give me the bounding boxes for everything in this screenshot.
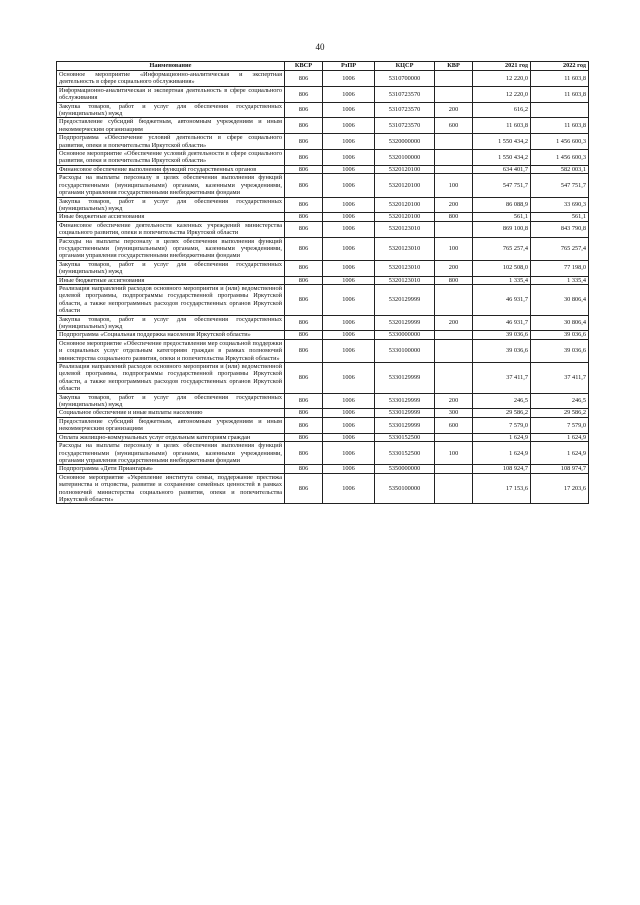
header-kvr: КВР <box>435 62 473 71</box>
cell-kvr <box>435 331 473 339</box>
cell-rzpr: 1006 <box>323 86 375 102</box>
cell-2022: 30 806,4 <box>531 315 589 331</box>
table-row <box>57 465 589 473</box>
cell-rzpr: 1006 <box>323 134 375 150</box>
table-row <box>57 409 589 417</box>
cell-2021: 246,5 <box>473 393 531 409</box>
cell-name: Подпрограмма «Дети Приангарья» <box>57 465 285 473</box>
table-row <box>57 331 589 339</box>
cell-kcsr: 5320120100 <box>375 165 435 173</box>
cell-kcsr: 5320123010 <box>375 237 435 260</box>
cell-2022: 765 257,4 <box>531 237 589 260</box>
cell-2022: 33 690,3 <box>531 197 589 213</box>
cell-rzpr: 1006 <box>323 165 375 173</box>
cell-name: Основное мероприятие «Обеспечение условий деятельности в сфере социального развития, опеки и попечительства Иркутской области» <box>57 150 285 166</box>
cell-name: Реализация направлений расходов основного мероприятия и (или) ведомственной целевой программы, подпрограммы государственной программы Иркутской области, а также непрограммных расходов государственных органов Иркутской области <box>57 363 285 394</box>
cell-kcsr: 5320123010 <box>375 276 435 284</box>
cell-kcsr: 5320120100 <box>375 197 435 213</box>
cell-2021: 17 153,6 <box>473 473 531 504</box>
cell-2021: 12 220,0 <box>473 86 531 102</box>
cell-2021: 547 751,7 <box>473 174 531 197</box>
cell-kvr: 600 <box>435 118 473 134</box>
table-row <box>57 118 589 134</box>
cell-2021: 869 100,8 <box>473 221 531 237</box>
cell-name: Финансовое обеспечение выполнения функций государственных органов <box>57 165 285 173</box>
cell-kvr: 600 <box>435 417 473 433</box>
cell-kcsr: 5320129999 <box>375 284 435 315</box>
table-row <box>57 174 589 197</box>
cell-2022: 1 624,9 <box>531 433 589 441</box>
cell-rzpr: 1006 <box>323 237 375 260</box>
cell-2021: 765 257,4 <box>473 237 531 260</box>
cell-name: Оплата жилищно-коммунальных услуг отдельным категориям граждан <box>57 433 285 441</box>
cell-rzpr: 1006 <box>323 331 375 339</box>
table-row <box>57 442 589 465</box>
cell-name: Предоставление субсидий бюджетным, автономным учреждениям и иным некоммерческим организациям <box>57 417 285 433</box>
cell-kvsr: 806 <box>285 409 323 417</box>
cell-kvsr: 806 <box>285 417 323 433</box>
cell-kcsr: 5320000000 <box>375 134 435 150</box>
cell-rzpr: 1006 <box>323 71 375 87</box>
cell-kvsr: 806 <box>285 102 323 118</box>
cell-2021: 616,2 <box>473 102 531 118</box>
cell-rzpr: 1006 <box>323 102 375 118</box>
cell-2022: 11 603,8 <box>531 118 589 134</box>
cell-2021: 11 603,8 <box>473 118 531 134</box>
cell-2021: 12 220,0 <box>473 71 531 87</box>
cell-2021: 1 335,4 <box>473 276 531 284</box>
cell-rzpr: 1006 <box>323 442 375 465</box>
cell-kcsr: 5320129999 <box>375 315 435 331</box>
cell-rzpr: 1006 <box>323 260 375 276</box>
cell-kvr: 200 <box>435 315 473 331</box>
cell-kvr: 800 <box>435 213 473 221</box>
cell-kvr: 200 <box>435 393 473 409</box>
cell-kvr: 200 <box>435 102 473 118</box>
cell-rzpr: 1006 <box>323 363 375 394</box>
table-row <box>57 393 589 409</box>
cell-2022: 17 203,6 <box>531 473 589 504</box>
cell-name: Основное мероприятие «Обеспечение предоставления мер социальной поддержки и социальных услуг отдельным категориям граждан в рамках полномочий министерства социального развития, опеки и попечительства Иркутской области» <box>57 339 285 362</box>
cell-kvr <box>435 86 473 102</box>
cell-2022: 1 456 600,3 <box>531 134 589 150</box>
cell-2022: 108 974,7 <box>531 465 589 473</box>
cell-kvsr: 806 <box>285 197 323 213</box>
header-2021: 2021 год <box>473 62 531 71</box>
table-row <box>57 433 589 441</box>
cell-rzpr: 1006 <box>323 393 375 409</box>
cell-rzpr: 1006 <box>323 473 375 504</box>
cell-kvsr: 806 <box>285 284 323 315</box>
cell-kvsr: 806 <box>285 339 323 362</box>
header-kvsr: КВСР <box>285 62 323 71</box>
cell-name: Расходы на выплаты персоналу в целях обеспечения выполнения функций государственными (муниципальными) органами, казенными учреждениями, органами управления государственными внебюджетными фондами <box>57 237 285 260</box>
cell-rzpr: 1006 <box>323 118 375 134</box>
cell-kvr <box>435 473 473 504</box>
cell-rzpr: 1006 <box>323 213 375 221</box>
table-row <box>57 417 589 433</box>
cell-rzpr: 1006 <box>323 174 375 197</box>
cell-name: Реализация направлений расходов основного мероприятия и (или) ведомственной целевой программы, подпрограммы государственной программы Иркутской области, а также непрограммных расходов государственных органов Иркутской области <box>57 284 285 315</box>
cell-rzpr: 1006 <box>323 150 375 166</box>
cell-2022: 582 003,1 <box>531 165 589 173</box>
table-row <box>57 213 589 221</box>
cell-2021: 39 036,6 <box>473 331 531 339</box>
cell-name: Социальное обеспечение и иные выплаты населению <box>57 409 285 417</box>
table-row <box>57 150 589 166</box>
cell-2022 <box>531 102 589 118</box>
table-row <box>57 221 589 237</box>
cell-kvsr: 806 <box>285 393 323 409</box>
cell-2021: 86 088,9 <box>473 197 531 213</box>
cell-2021: 29 586,2 <box>473 409 531 417</box>
cell-name: Закупка товаров, работ и услуг для обеспечения государственных (муниципальных) нужд <box>57 102 285 118</box>
cell-kvsr: 806 <box>285 213 323 221</box>
cell-name: Основное мероприятие «Укрепление института семьи, поддержание престижа материнства и отцовства, развитие и сохранение семейных ценностей в рамках полномочий министерства социального развития, опеки и попечительства Иркутской области» <box>57 473 285 504</box>
cell-kvr <box>435 363 473 394</box>
header-kcsr: КЦСР <box>375 62 435 71</box>
cell-rzpr: 1006 <box>323 417 375 433</box>
cell-2022: 11 603,8 <box>531 71 589 87</box>
table-row <box>57 260 589 276</box>
cell-name: Расходы на выплаты персоналу в целях обеспечения выполнения функций государственными (муниципальными) органами, казенными учреждениями, органами управления государственными внебюджетными фондами <box>57 442 285 465</box>
cell-kvsr: 806 <box>285 174 323 197</box>
header-2022: 2022 год <box>531 62 589 71</box>
cell-rzpr: 1006 <box>323 221 375 237</box>
cell-2021: 1 550 434,2 <box>473 150 531 166</box>
cell-name: Иные бюджетные ассигнования <box>57 213 285 221</box>
cell-kcsr: 5320123010 <box>375 260 435 276</box>
cell-kvsr: 806 <box>285 433 323 441</box>
cell-2022: 1 624,9 <box>531 442 589 465</box>
cell-2022: 37 411,7 <box>531 363 589 394</box>
cell-kvr <box>435 339 473 362</box>
cell-name: Расходы на выплаты персоналу в целях обеспечения выполнения функций государственными (муниципальными) органами, казенными учреждениями, органами управления государственными внебюджетными фондами <box>57 174 285 197</box>
cell-2021: 7 579,0 <box>473 417 531 433</box>
cell-kcsr: 5320120100 <box>375 213 435 221</box>
cell-rzpr: 1006 <box>323 409 375 417</box>
budget-table <box>56 61 589 504</box>
cell-2021: 561,1 <box>473 213 531 221</box>
cell-2022: 77 198,0 <box>531 260 589 276</box>
cell-kvsr: 806 <box>285 442 323 465</box>
cell-kcsr: 5330129999 <box>375 393 435 409</box>
cell-kcsr: 5320120100 <box>375 174 435 197</box>
cell-kcsr: 5330152500 <box>375 433 435 441</box>
cell-kcsr: 5350000000 <box>375 465 435 473</box>
cell-kcsr: 5330000000 <box>375 331 435 339</box>
cell-kvsr: 806 <box>285 86 323 102</box>
cell-2021: 1 550 434,2 <box>473 134 531 150</box>
cell-name: Подпрограмма «Обеспечение условий деятельности в сфере социального развития, опеки и попечительства Иркутской области» <box>57 134 285 150</box>
header-name: Наименование <box>57 62 285 71</box>
cell-kvr: 200 <box>435 260 473 276</box>
cell-2021: 37 411,7 <box>473 363 531 394</box>
cell-kvr <box>435 71 473 87</box>
cell-kvsr: 806 <box>285 134 323 150</box>
cell-kvsr: 806 <box>285 237 323 260</box>
table-row <box>57 315 589 331</box>
cell-name: Основное мероприятие «Информационно-аналитическая и экспертная деятельность в сфере социального обслуживания» <box>57 71 285 87</box>
cell-rzpr: 1006 <box>323 315 375 331</box>
table-row <box>57 197 589 213</box>
cell-rzpr: 1006 <box>323 276 375 284</box>
cell-kvr: 200 <box>435 197 473 213</box>
cell-2021: 1 624,9 <box>473 433 531 441</box>
table-row <box>57 71 589 87</box>
cell-2021: 634 401,7 <box>473 165 531 173</box>
table-header-row <box>57 62 589 71</box>
cell-kvsr: 806 <box>285 165 323 173</box>
cell-2021: 1 624,9 <box>473 442 531 465</box>
table-row <box>57 165 589 173</box>
cell-kcsr: 5310700000 <box>375 71 435 87</box>
cell-name: Подпрограмма «Социальная поддержка населения Иркутской области» <box>57 331 285 339</box>
cell-2022: 39 036,6 <box>531 331 589 339</box>
cell-kvr: 100 <box>435 442 473 465</box>
cell-kcsr: 5330152500 <box>375 442 435 465</box>
cell-2022: 7 579,0 <box>531 417 589 433</box>
cell-rzpr: 1006 <box>323 197 375 213</box>
table-row <box>57 339 589 362</box>
cell-kvr <box>435 150 473 166</box>
table-row <box>57 102 589 118</box>
cell-kcsr: 5350100000 <box>375 473 435 504</box>
cell-kvsr: 806 <box>285 260 323 276</box>
cell-kvr <box>435 433 473 441</box>
cell-kvr <box>435 284 473 315</box>
cell-kvsr: 806 <box>285 315 323 331</box>
cell-2022: 29 586,2 <box>531 409 589 417</box>
cell-name: Закупка товаров, работ и услуг для обеспечения государственных (муниципальных) нужд <box>57 393 285 409</box>
cell-2021: 46 931,7 <box>473 284 531 315</box>
cell-name: Закупка товаров, работ и услуг для обеспечения государственных (муниципальных) нужд <box>57 197 285 213</box>
cell-kvr <box>435 165 473 173</box>
cell-rzpr: 1006 <box>323 433 375 441</box>
cell-rzpr: 1006 <box>323 284 375 315</box>
cell-kvr <box>435 465 473 473</box>
cell-kcsr: 5330129999 <box>375 409 435 417</box>
table-row <box>57 276 589 284</box>
cell-kvsr: 806 <box>285 473 323 504</box>
table-row <box>57 86 589 102</box>
table-row <box>57 134 589 150</box>
table-body <box>57 71 589 504</box>
cell-kcsr: 5330129999 <box>375 363 435 394</box>
cell-2022: 11 603,8 <box>531 86 589 102</box>
header-rzpr: РзПР <box>323 62 375 71</box>
cell-rzpr: 1006 <box>323 339 375 362</box>
cell-2022: 1 456 600,3 <box>531 150 589 166</box>
page-number: 40 <box>315 42 325 52</box>
cell-kvr <box>435 221 473 237</box>
cell-kvsr: 806 <box>285 221 323 237</box>
cell-2021: 46 931,7 <box>473 315 531 331</box>
cell-name: Предоставление субсидий бюджетным, автономным учреждениям и иным некоммерческим организациям <box>57 118 285 134</box>
table-row <box>57 473 589 504</box>
cell-kvr: 100 <box>435 237 473 260</box>
cell-kcsr: 5330100000 <box>375 339 435 362</box>
cell-name: Финансовое обеспечение деятельности казенных учреждений министерства социального развития, опеки и попечительства Иркутской области <box>57 221 285 237</box>
cell-2022: 547 751,7 <box>531 174 589 197</box>
cell-kvsr: 806 <box>285 363 323 394</box>
table-row <box>57 363 589 394</box>
cell-kcsr: 5320100000 <box>375 150 435 166</box>
cell-kvr: 100 <box>435 174 473 197</box>
table-row <box>57 284 589 315</box>
cell-kcsr: 5310723570 <box>375 102 435 118</box>
cell-2021: 102 508,0 <box>473 260 531 276</box>
cell-kvr: 300 <box>435 409 473 417</box>
cell-2022: 39 036,6 <box>531 339 589 362</box>
cell-kcsr: 5330129999 <box>375 417 435 433</box>
cell-kvsr: 806 <box>285 118 323 134</box>
cell-kvsr: 806 <box>285 150 323 166</box>
cell-2022: 843 790,8 <box>531 221 589 237</box>
cell-name: Закупка товаров, работ и услуг для обеспечения государственных (муниципальных) нужд <box>57 260 285 276</box>
cell-2022: 561,1 <box>531 213 589 221</box>
cell-name: Иные бюджетные ассигнования <box>57 276 285 284</box>
table-row <box>57 237 589 260</box>
cell-2022: 1 335,4 <box>531 276 589 284</box>
cell-2022: 30 806,4 <box>531 284 589 315</box>
cell-name: Информационно-аналитическая и экспертная деятельность в сфере социального обслуживания <box>57 86 285 102</box>
cell-kvr <box>435 134 473 150</box>
cell-2021: 108 924,7 <box>473 465 531 473</box>
cell-2021: 39 036,6 <box>473 339 531 362</box>
cell-kvsr: 806 <box>285 71 323 87</box>
cell-rzpr: 1006 <box>323 465 375 473</box>
cell-kcsr: 5320123010 <box>375 221 435 237</box>
cell-2022: 246,5 <box>531 393 589 409</box>
cell-kcsr: 5310723570 <box>375 86 435 102</box>
cell-kvsr: 806 <box>285 331 323 339</box>
cell-kvsr: 806 <box>285 465 323 473</box>
cell-name: Закупка товаров, работ и услуг для обеспечения государственных (муниципальных) нужд <box>57 315 285 331</box>
cell-kcsr: 5310723570 <box>375 118 435 134</box>
cell-kvsr: 806 <box>285 276 323 284</box>
cell-kvr: 800 <box>435 276 473 284</box>
